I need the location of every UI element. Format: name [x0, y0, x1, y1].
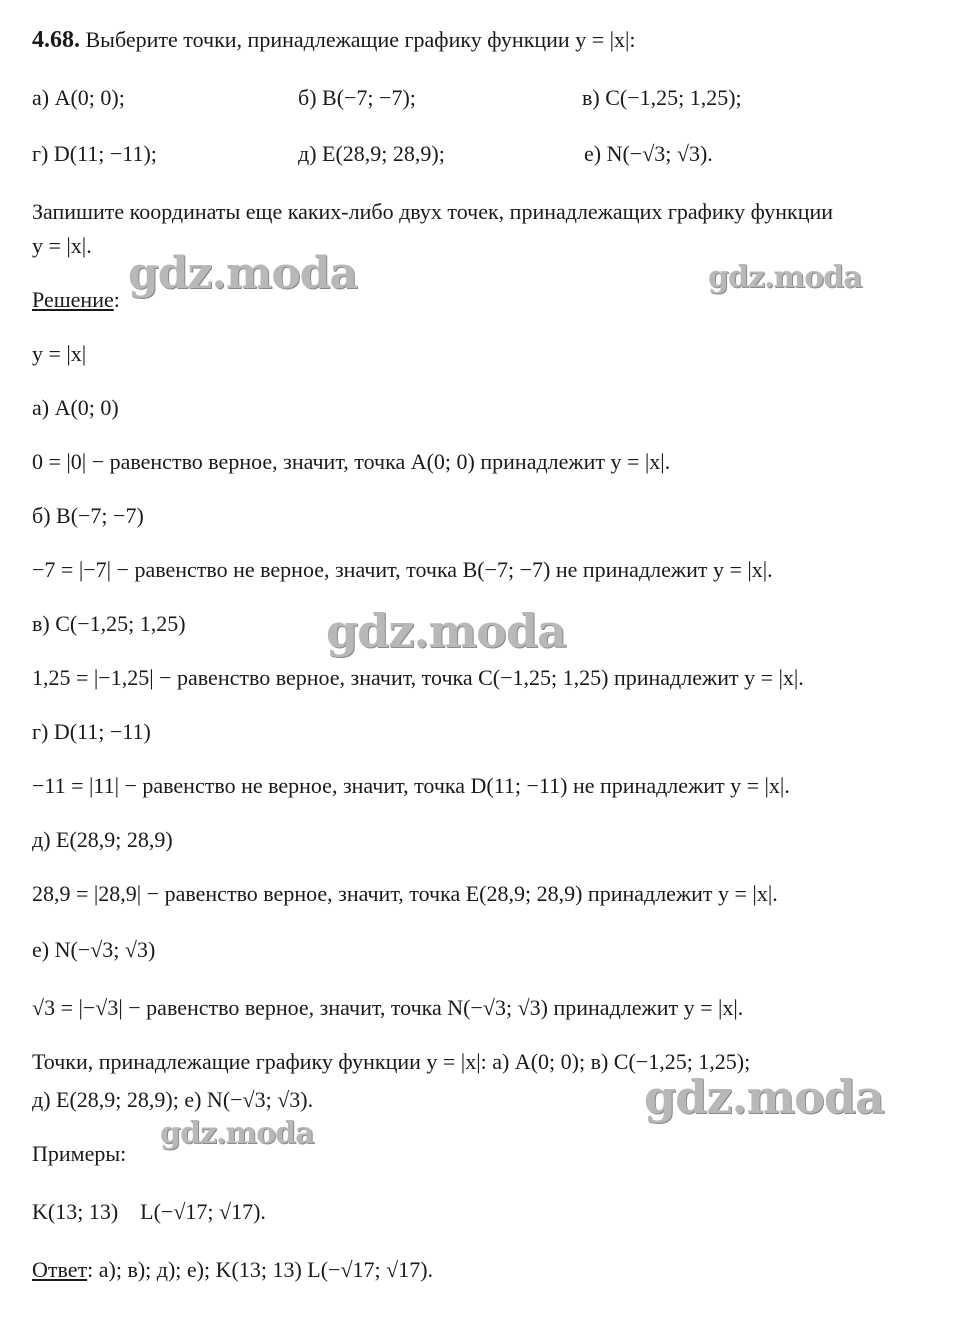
option-e: д) E(28,9; 28,9);: [298, 141, 445, 166]
step-a-check: 0 = |0| − равенство верное, значит, точка A(0; 0) принадлежит y = |x|.: [32, 449, 671, 474]
step-b-title: б) B(−7; −7): [32, 503, 144, 528]
step-f-check: √3 = |−√3| − равенство верное, значит, точка N(−√3; √3) принадлежит y = |x|.: [32, 995, 744, 1020]
watermark: gdz.moda: [128, 248, 358, 299]
watermark: gdz.moda: [326, 604, 566, 658]
option-c: в) C(−1,25; 1,25);: [582, 85, 742, 110]
step-a-title: а) A(0; 0): [32, 395, 119, 420]
answer-text: : а); в); д); е); K(13; 13) L(−√17; √17).: [87, 1257, 434, 1282]
solution-heading-row: [32, 286, 120, 314]
step-b-check: −7 = |−7| − равенство не верное, значит, точка B(−7; −7) не принадлежит y = |x|.: [32, 557, 773, 582]
option-a: а) A(0; 0);: [32, 85, 125, 110]
task-header: [32, 26, 636, 54]
task-number: 4.68.: [32, 27, 80, 53]
option-d: г) D(11; −11);: [32, 141, 157, 166]
option-f: е) N(−√3; √3).: [584, 141, 713, 166]
task-prompt: Выберите точки, принадлежащие графику функции y = |x|:: [85, 27, 636, 52]
summary-line1: Точки, принадлежащие графику функции y = |x|: а) A(0; 0); в) C(−1,25; 1,25);: [32, 1049, 751, 1074]
task-extra-line1: Запишите координаты еще каких-либо двух точек, принадлежащих графику функции: [32, 199, 834, 224]
watermark: gdz.moda: [708, 260, 862, 295]
examples-label: Примеры:: [32, 1141, 127, 1166]
step-c-check: 1,25 = |−1,25| − равенство верное, значит, точка C(−1,25; 1,25) принадлежит y = |x|.: [32, 665, 804, 690]
step-e-check: 28,9 = |28,9| − равенство верное, значит, точка E(28,9; 28,9) принадлежит y = |x|.: [32, 881, 778, 906]
example-l: L(−√17; √17).: [140, 1199, 266, 1224]
step-d-check: −11 = |11| − равенство не верное, значит, точка D(11; −11) не принадлежит y = |x|.: [32, 773, 790, 798]
summary-line2: д) E(28,9; 28,9); е) N(−√3; √3).: [32, 1087, 314, 1112]
watermark: gdz.moda: [160, 1116, 314, 1151]
step-c-title: в) C(−1,25; 1,25): [32, 611, 186, 636]
option-b: б) B(−7; −7);: [298, 85, 416, 110]
step-d-title: г) D(11; −11): [32, 719, 151, 744]
task-extra-line2: y = |x|.: [32, 233, 92, 258]
example-k: K(13; 13): [32, 1199, 119, 1224]
step-f-title: е) N(−√3; √3): [32, 937, 156, 962]
answer-label: Ответ: [32, 1257, 88, 1282]
examples-row: [32, 1198, 266, 1226]
step-e-title: д) E(28,9; 28,9): [32, 827, 173, 852]
solution-function: y = |x|: [32, 341, 87, 366]
solution-heading-colon: :: [113, 287, 120, 312]
watermark: gdz.moda: [644, 1070, 884, 1124]
answer-row: [32, 1256, 433, 1284]
solution-heading: Решение: [32, 287, 114, 312]
